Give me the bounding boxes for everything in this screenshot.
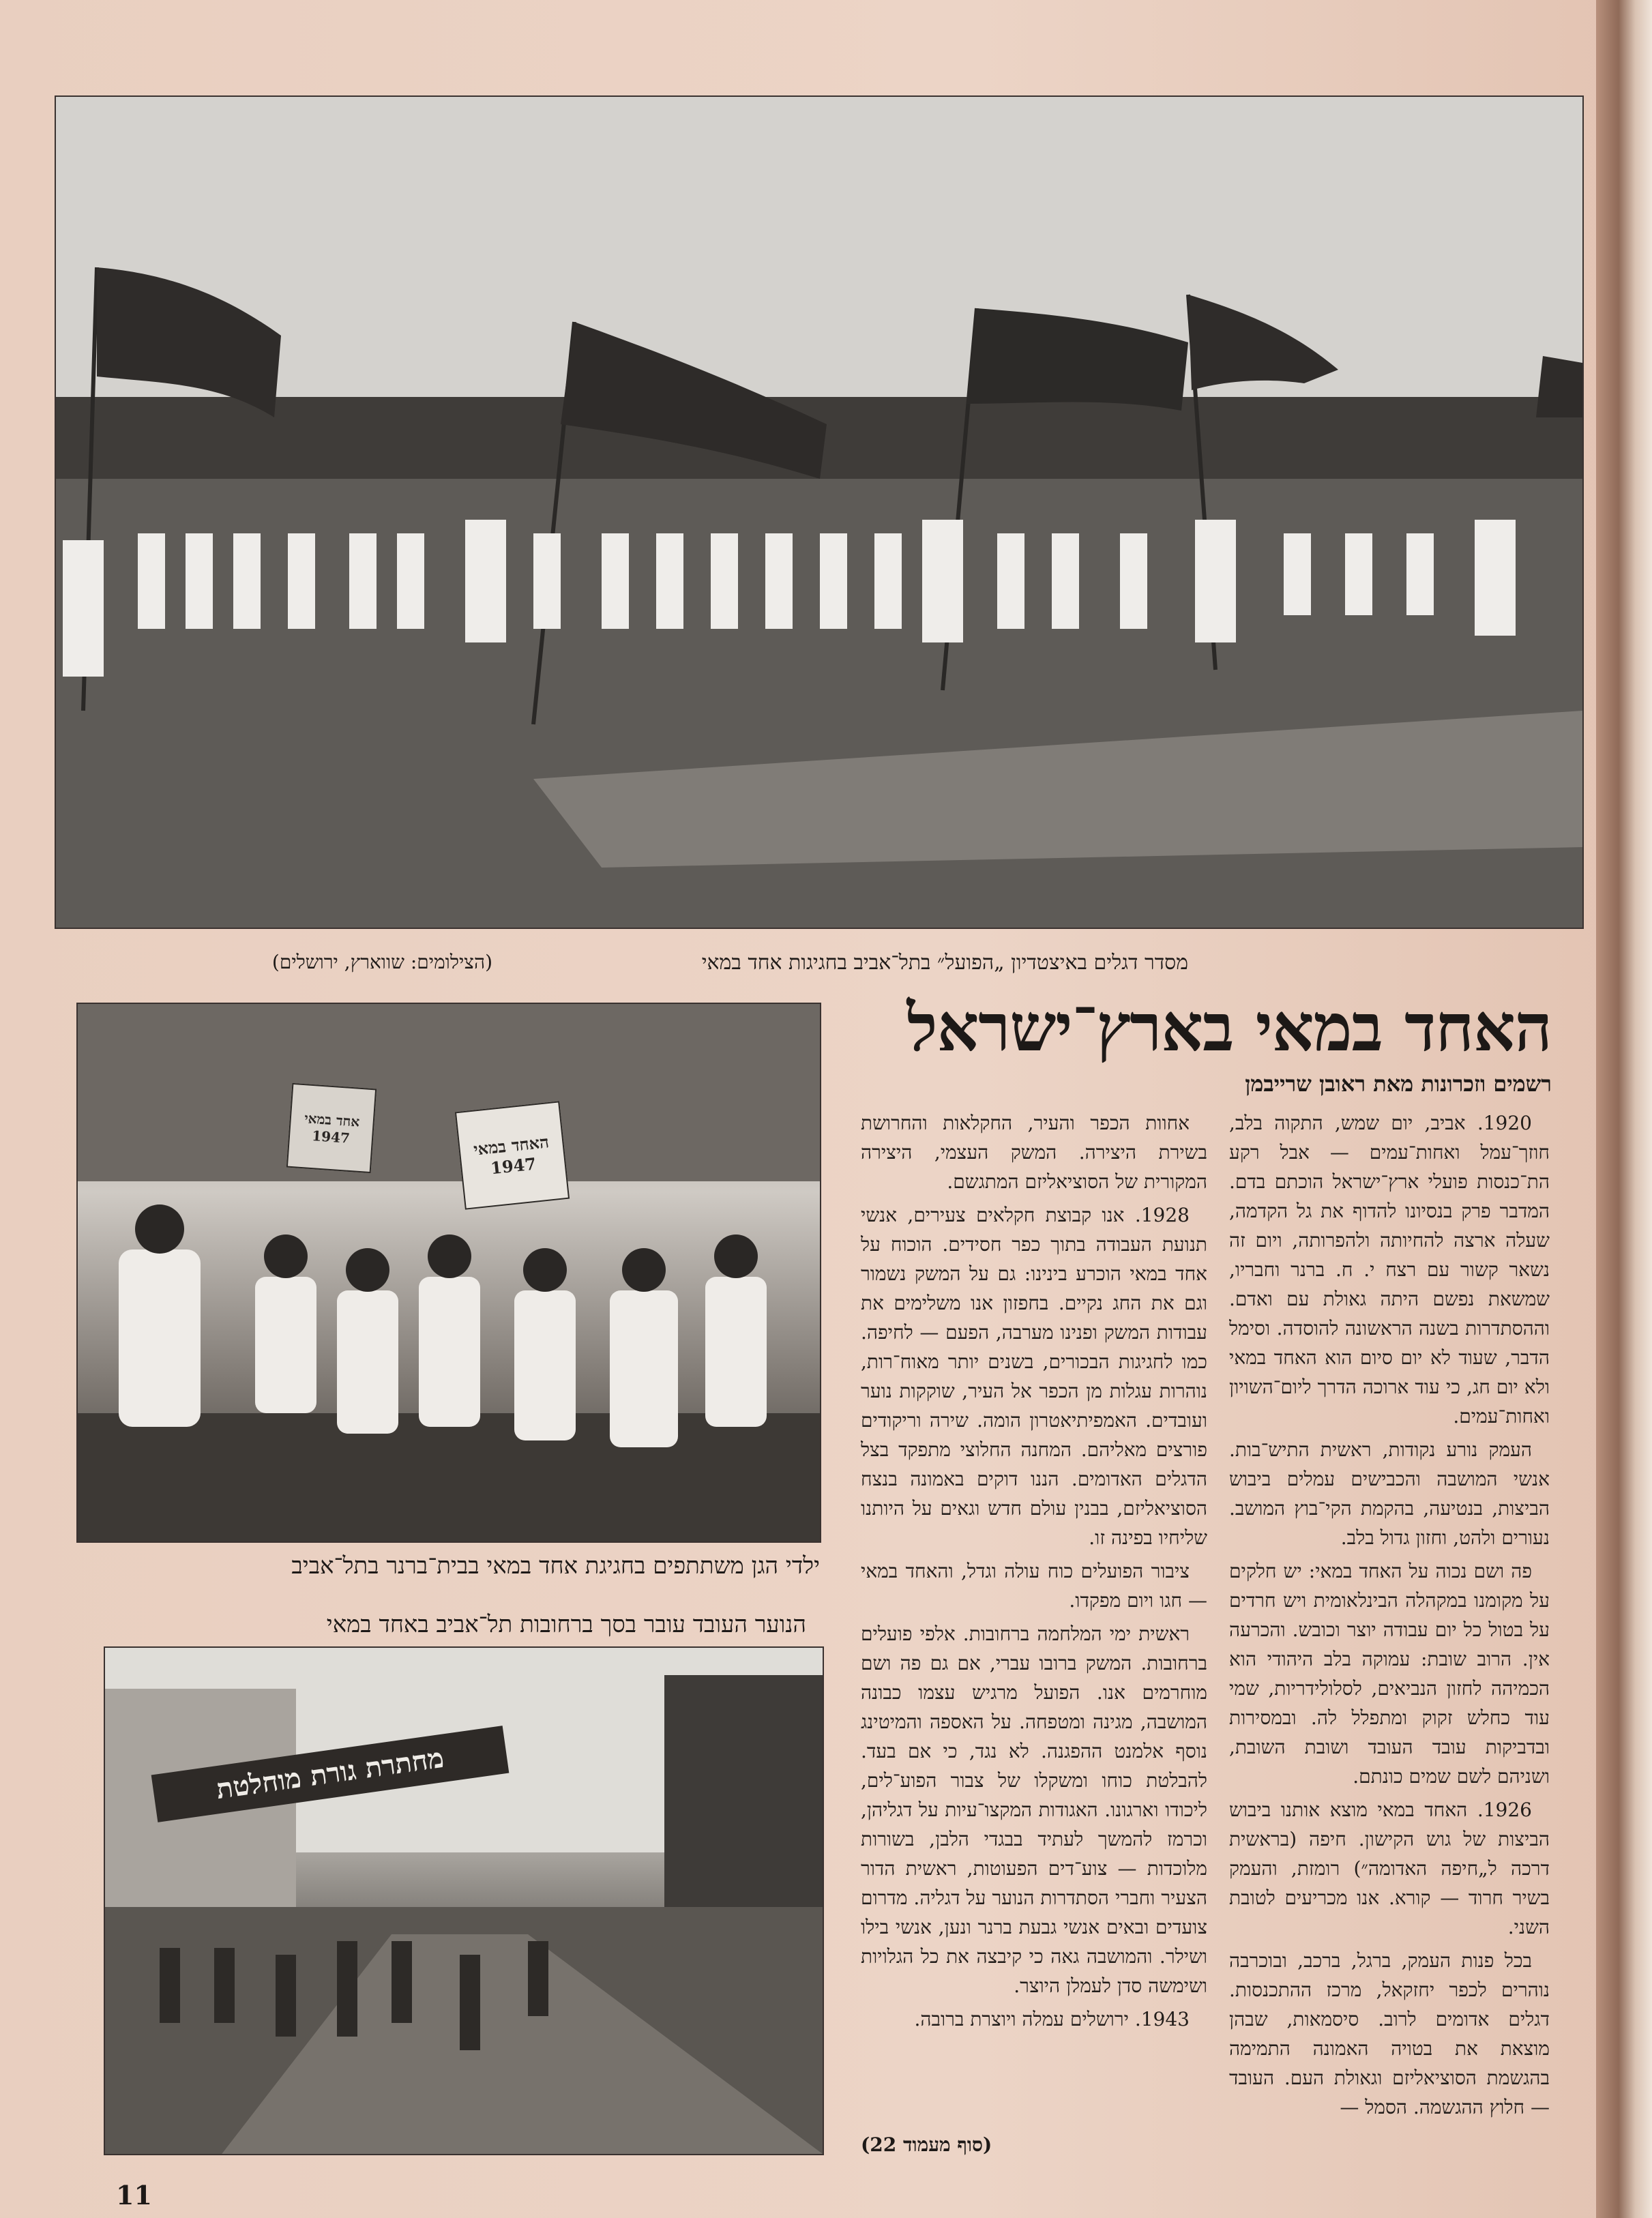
photo-youth-march <box>104 1646 824 2155</box>
bottom-photo-caption: הנוער העובד עובר בסך ברחובות תל־אביב באחד במאי <box>326 1611 806 1638</box>
article-column-right <box>1229 1108 1550 2162</box>
mid-photo-caption: ילדי הגן משתתפים בחגיגת אחד במאי בבית־ברנר בתל־אביב <box>291 1552 820 1580</box>
flag-parade-illustration <box>56 97 1582 928</box>
paragraph: בכל פנות העמק, ברגל, ברכב, ובוכרבה נוהרים לכפר יחזקאל, מרכז ההתכנסות. דגלים אדומים לרוב. סיסמאות, שבהן מוצאת את בטויה האמונה התמימה בהגשמת הסוציאליזם וגאולת העם. העובד — חלוץ ההגשמה. הסמל — <box>1229 1949 1550 2118</box>
march-banner: מחתרת גורת מוחלטת <box>151 1726 510 1822</box>
paragraph: העמק נורע נקודות, ראשית התיש־בות. אנשי המושבה והכבישים עמלים ביבוש הביצות, בנטיעה, בהקמת הקי־בוץ המושב. נעורים ולהט, וחזון גדול בלב. <box>1229 1438 1550 1549</box>
photo-flag-parade <box>55 95 1584 929</box>
article-byline: רשמים וזכרונות מאת ראובן שרייבמן <box>1245 1071 1552 1097</box>
kindergarten-sign-1947: האחד במאי 1947 <box>455 1101 570 1209</box>
article-headline: האחד במאי בארץ־ישראל <box>906 989 1552 1066</box>
article-column-left <box>861 1108 1207 2118</box>
photo-kindergarten-children <box>76 1003 821 1543</box>
paragraph: 1943. ירושלים עמלה ויוצרת ברובה. <box>914 2008 1190 2030</box>
paragraph: אחוות הכפר והעיר, החקלאות והחרושת בשירת היצירה. המשק העצמי, היצירה המקורית של הסוציאליזם המתגשם. <box>861 1112 1207 1193</box>
paragraph: ראשית ימי המלחמה ברחובות. אלפי פועלים ברחובות. המשק ברובו עברי, אם גם פה ושם מוחרמים אנו. הפועל מרגיש עצמו כבונה המושבה, מגינה ומטפחה. על האספה והמיטינג נוסף אלמנט ההפגנה. לא נגד, כי אם בעד. להבלטת כוחו ומשקלו של צבור הפוע־לים, ליכודו וארגונו. האגודות המקצו־עיות על דגליהן, וכרמז להמשך לעתיד בבגדי הלבן, בשורות מלוכדות — צוע־דים הפעוטות, ראשית הדור הצעיר וחברי הסתדרות הנוער על דגליה. מדרום צועדים ובאים אנשי גבעת ברנר ונען, אנשי בילו ושילר. והמושבה גאה כי קיבצה את כל הגלויות ושימשה סדן לעמלן היוצר. <box>861 1623 1207 1997</box>
top-photo-caption: מסדר דגלים באיצטדיון „הפועל״ בתל־אביב בחגיגות אחד במאי <box>701 951 1188 975</box>
paragraph: 1920. אביב, יום שמש, התקוה בלב, חוזך־עמל ואחות־עמים — אבל רקע הת־כנסות פועלי ארץ־ישראל הוכתם בדם. המדבר פרק בנסיונו להדוף את גל הקדמה, שעלה ארצה להחיותה ולהפרותה, ויום זה נשאר קשור עם רצח י. ח. ברנר וחבריו, שמשאת נפשם היתה גאולת עם ואדם. וההסתדרות בשנה הראשונה להוסדה. וסימל הדבר, שעוד לא יום סיום הוא האחד במאי ולא יום חג, כי עוד ארוכה הדרך ליום־השויון ואחות־עמים. <box>1229 1112 1550 1428</box>
kindergarten-sign-1947-b: אחד במאי 1947 <box>286 1083 377 1173</box>
photo-credit: (הצילומים: שווארץ, ירושלים) <box>271 951 492 973</box>
continued-note: (סוף מעמוד 22) <box>861 2133 992 2156</box>
paragraph: 1926. האחד במאי מוצא אותנו ביבוש הביצות של גוש הקישון. חיפה (בראשית דרכה ל„חיפה האדומה״) רומזת, והעמק בשיר חרוד — קורא. אנו מכריעים לטובת השני. <box>1229 1799 1550 1938</box>
paragraph: 1928. אנו קבוצת חקלאים צעירים, אנשי תנועת העבודה בתוך כפר חסידים. הוכוח על אחד במאי הוכרע בינינו: גם על המשק נשמור וגם את החג נקיים. בחפזון אנו משלימים את עבודות המשק ופנינו מערבה, הפעם — לחיפה. כמו לחגיגות הבכורים, בשנים יותר מאוח־רות, נוהרות עגלות מן הכפר אל העיר, שוקקות נוער ועובדים. האמפיתיאטרון הומה. שירה וריקודים פורצים מאליהם. המחנה החלוצי מתפקד בצל הדגלים האדומים. הננו דוקים באמונה בנצח הסוציאליזם, בבנין עולם חדש וגאים על היותנו שליחיו בפינה זו. <box>861 1204 1207 1549</box>
book-spine <box>1596 0 1652 2218</box>
paragraph: ציבור הפועלים כוח עולה וגדל, והאחד במאי — חגו ויום מפקדו. <box>861 1560 1207 1612</box>
march-illustration <box>105 1648 823 2154</box>
paragraph: פה ושם נכוה על האחד במאי: יש חלקים על מקומנו במקהלה הבינלאומית ויש חרדים על בטול כל יום עבודה יוצר וכובש. והכרעה אין. הרוב שובת: עמוקה בלב היהודי הוא הכמיהה לחזון הנביאים, לסלולידריות, שמי עוד כחלש זקוק ומתפלל לה. ובמסירות ובדביקות עובד העובד ושובת השובת, ושניהם לשם שמים כונתם. <box>1229 1560 1550 1788</box>
page-number: 11 <box>116 2180 152 2210</box>
children-illustration <box>78 1004 820 1541</box>
